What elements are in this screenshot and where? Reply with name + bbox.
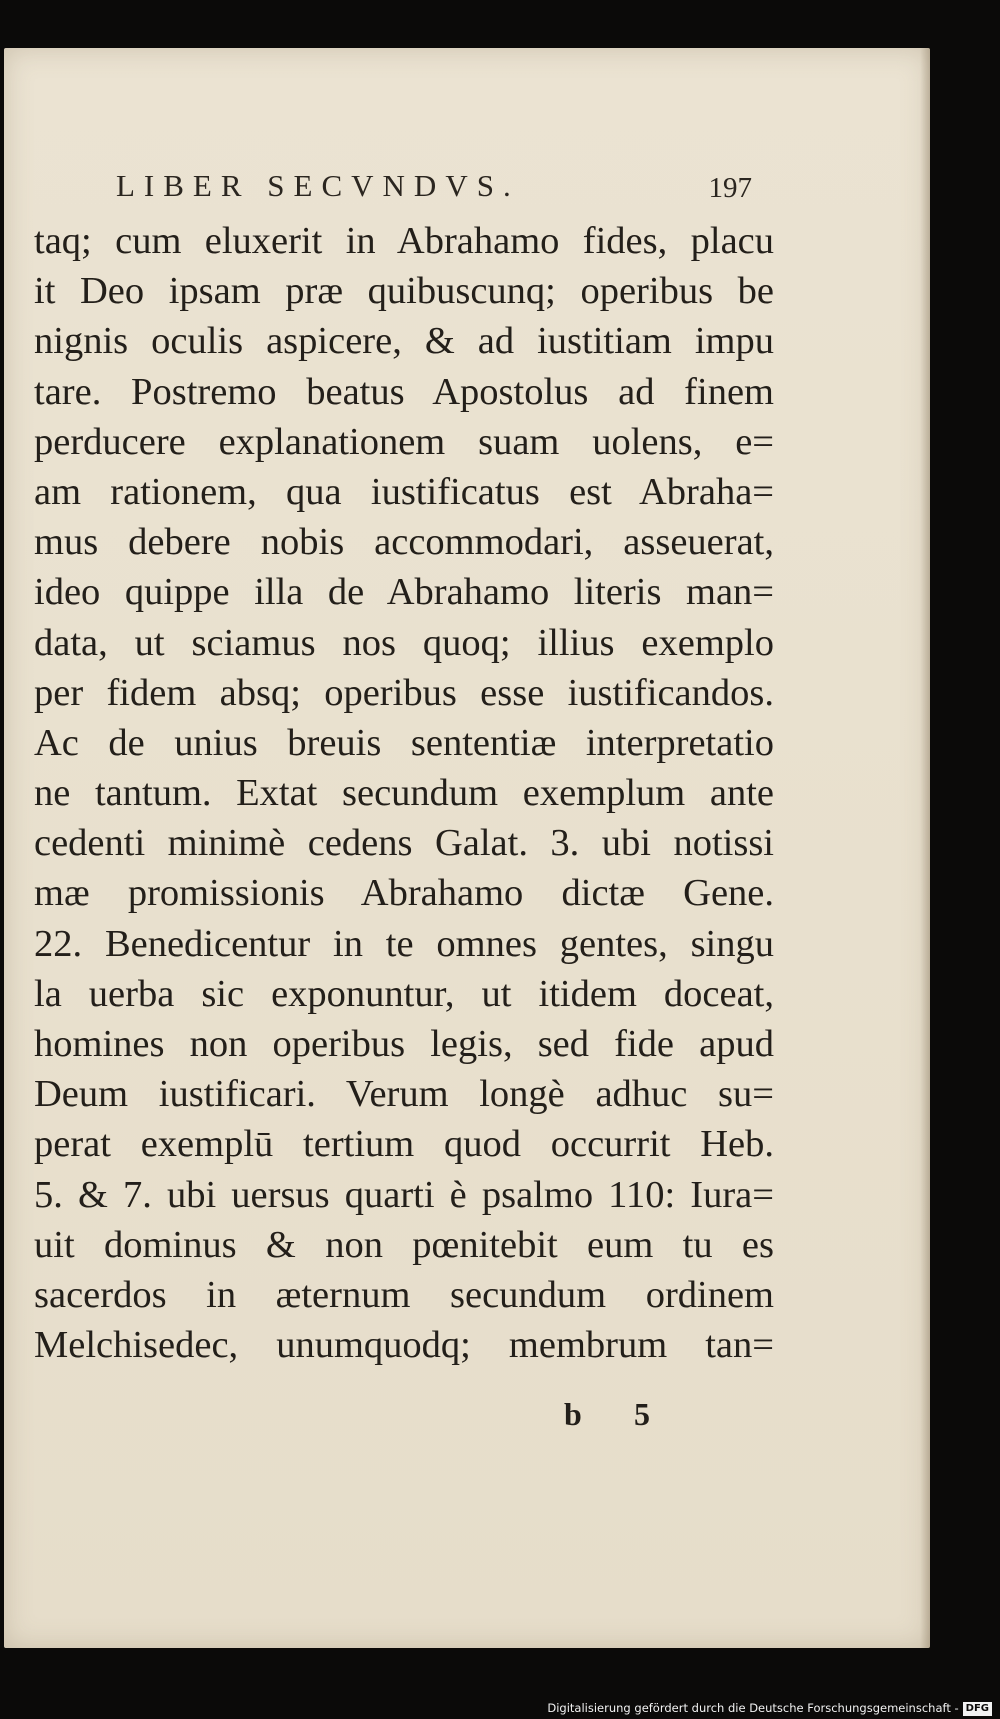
text-line: perat exemplū tertium quod occurrit Heb. [34, 1123, 774, 1166]
text-line: 5. & 7. ubi uersus quarti è psalmo 110: Iura= [34, 1173, 774, 1216]
running-title: LIBER SECVNDVS. [116, 168, 520, 203]
text-line: Deum iustificari. Verum longè adhuc su= [34, 1073, 774, 1116]
text-line: it Deo ipsam præ quibuscunq; operibus be [34, 270, 774, 313]
text-line: mus debere nobis accommodari, asseuerat, [34, 521, 774, 564]
text-line: Ac de unius breuis sententiæ interpretatio [34, 721, 774, 764]
text-line: ideo quippe illa de Abrahamo literis man= [34, 571, 774, 614]
text-line: perducere explanationem suam uolens, e= [34, 420, 774, 463]
text-line: tare. Postremo beatus Apostolus ad finem [34, 370, 774, 413]
text-line: sacerdos in æternum secundum ordinem [34, 1273, 774, 1316]
dfg-logo: DFG [963, 1702, 992, 1716]
text-line: Melchisedec, unumquodq; membrum tan= [34, 1324, 774, 1367]
signature-marks [564, 1396, 684, 1440]
text-line: mæ promissionis Abrahamo dictæ Gene. [34, 872, 774, 915]
text-line: data, ut sciamus nos quoq; illius exemplo [34, 621, 774, 664]
text-line: per fidem absq; operibus esse iustificandos. [34, 671, 774, 714]
running-head [116, 168, 752, 208]
text-line: la uerba sic exponuntur, ut itidem doceat, [34, 972, 774, 1015]
text-line: cedenti minimè cedens Galat. 3. ubi notissi [34, 822, 774, 865]
text-line: am rationem, qua iustificatus est Abraha= [34, 470, 774, 513]
text-line: uit dominus & non pœnitebit eum tu es [34, 1223, 774, 1266]
body-text [34, 216, 774, 1370]
digitization-credit [547, 1699, 992, 1717]
signature-mark: b [564, 1396, 582, 1432]
signature-mark: 5 [634, 1396, 650, 1432]
page-number: 197 [708, 172, 752, 204]
book-page [4, 48, 930, 1648]
text-line: taq; cum eluxerit in Abrahamo fides, placu [34, 220, 774, 262]
text-line: homines non operibus legis, sed fide apud [34, 1023, 774, 1065]
text-line: ne tantum. Extat secundum exemplum ante [34, 772, 774, 815]
text-line: nignis oculis aspicere, & ad iustitiam impu [34, 320, 774, 363]
text-line: 22. Benedicentur in te omnes gentes, singu [34, 922, 774, 965]
credit-text: Digitalisierung gefördert durch die Deutsche Forschungsgemeinschaft - [547, 1701, 959, 1715]
